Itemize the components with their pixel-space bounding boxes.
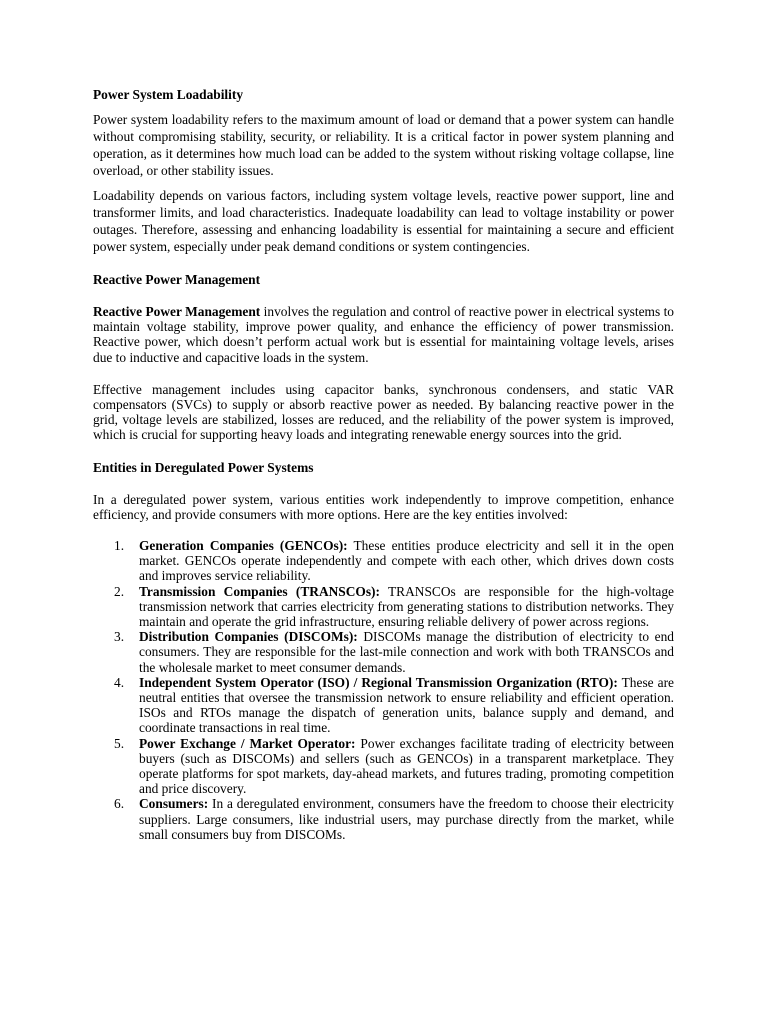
reactive-term: Reactive Power Management: [93, 304, 261, 319]
list-item-text: These entities produce electricity and sell it in the open market. GENCOs operate independently and compete with each other, which drives down costs and improves service reliability.: [139, 538, 674, 584]
list-item-term: Distribution Companies (DISCOMs):: [139, 629, 358, 645]
list-item-term: Generation Companies (GENCOs):: [139, 538, 348, 554]
section-heading-entities: Entities in Deregulated Power Systems: [93, 459, 314, 475]
list-item-term: Consumers:: [139, 796, 209, 812]
list-item: [93, 736, 674, 797]
reactive-paragraph-1: [93, 304, 674, 365]
loadability-paragraph-2: Loadability depends on various factors, including system voltage levels, reactive power support, line and transformer limits, and load characteristics. Inadequate loadability can lead to voltage instability or power outages. Therefore, assessing and enhancing loadability is essential for maintaining a secure and efficient power system, especially under peak demand conditions or system contingencies.: [93, 188, 674, 254]
reactive-paragraph-1-text: involves the regulation and control of reactive power in electrical systems to maintain voltage stability, improve power quality, and enhance the efficiency of power transmission. Reactive power, which doesn’t perform actual work but is essential for maintaining voltage levels, arises due to inductive and capacitive loads in the system.: [93, 304, 674, 365]
section-heading-reactive-power: Reactive Power Management: [93, 272, 261, 287]
entities-intro: In a deregulated power system, various entities work independently to improve competition, enhance efficiency, and provide consumers with more options. Here are the key entities involved:: [93, 491, 674, 522]
list-item: [93, 538, 674, 584]
list-item: [93, 584, 674, 630]
list-number: 3.: [114, 629, 125, 645]
entities-list: [93, 538, 674, 842]
list-number: 4.: [114, 674, 125, 690]
list-item-text: In a deregulated environment, consumers have the freedom to choose their electricity suppliers. Large consumers, like industrial users, may purchase directly from the market, while small consumers buy from DISCOMs.: [139, 796, 674, 842]
list-item-term: Transmission Companies (TRANSCOs):: [139, 583, 380, 599]
list-number: 1.: [114, 538, 125, 554]
loadability-paragraph-1: Power system loadability refers to the maximum amount of load or demand that a power system can handle without compromising stability, security, or reliability. It is a critical factor in power system planning and operation, as it determines how much load can be added to the system without risking voltage collapse, line overload, or other stability issues.: [93, 112, 674, 178]
list-item-term: Power Exchange / Market Operator:: [139, 735, 356, 751]
list-item-text: These are neutral entities that oversee the transmission network to ensure reliability and efficient operation. ISOs and RTOs manage the dispatch of generation units, balance supply and demand, and coordinate transactions in real time.: [139, 674, 674, 736]
list-number: 2.: [114, 583, 125, 599]
list-item-text: Power exchanges facilitate trading of electricity between buyers (such as DISCOMs) and sellers (such as GENCOs) in a transparent marketplace. They operate platforms for spot markets, day-ahead markets, and futures trading, promoting competition and price discovery.: [139, 735, 674, 797]
list-item-text: DISCOMs manage the distribution of electricity to end consumers. They are responsible for the last-mile connection and work with both TRANSCOs and the wholesale market to meet consumer demands.: [139, 629, 674, 675]
list-number: 6.: [114, 796, 125, 812]
list-item: [93, 629, 674, 675]
list-number: 5.: [114, 735, 125, 751]
list-item: [93, 675, 674, 736]
list-item-text: TRANSCOs are responsible for the high-voltage transmission network that carries electricity from generating stations to distribution networks. They maintain and operate the grid infrastructure, ensuring reliable delivery of power across regions.: [139, 583, 674, 630]
list-item: [93, 796, 674, 842]
document-page: [93, 86, 674, 842]
section-heading-loadability: Power System Loadability: [93, 87, 244, 102]
reactive-paragraph-2: Effective management includes using capacitor banks, synchronous condensers, and static VAR compensators (SVCs) to supply or absorb reactive power as needed. By balancing reactive power in the grid, voltage levels are stabilized, losses are reduced, and the reliability of the power system is improved, which is crucial for supporting heavy loads and integrating renewable energy sources into the grid.: [93, 381, 674, 443]
list-item-term: Independent System Operator (ISO) / Regional Transmission Organization (RTO):: [139, 674, 618, 690]
